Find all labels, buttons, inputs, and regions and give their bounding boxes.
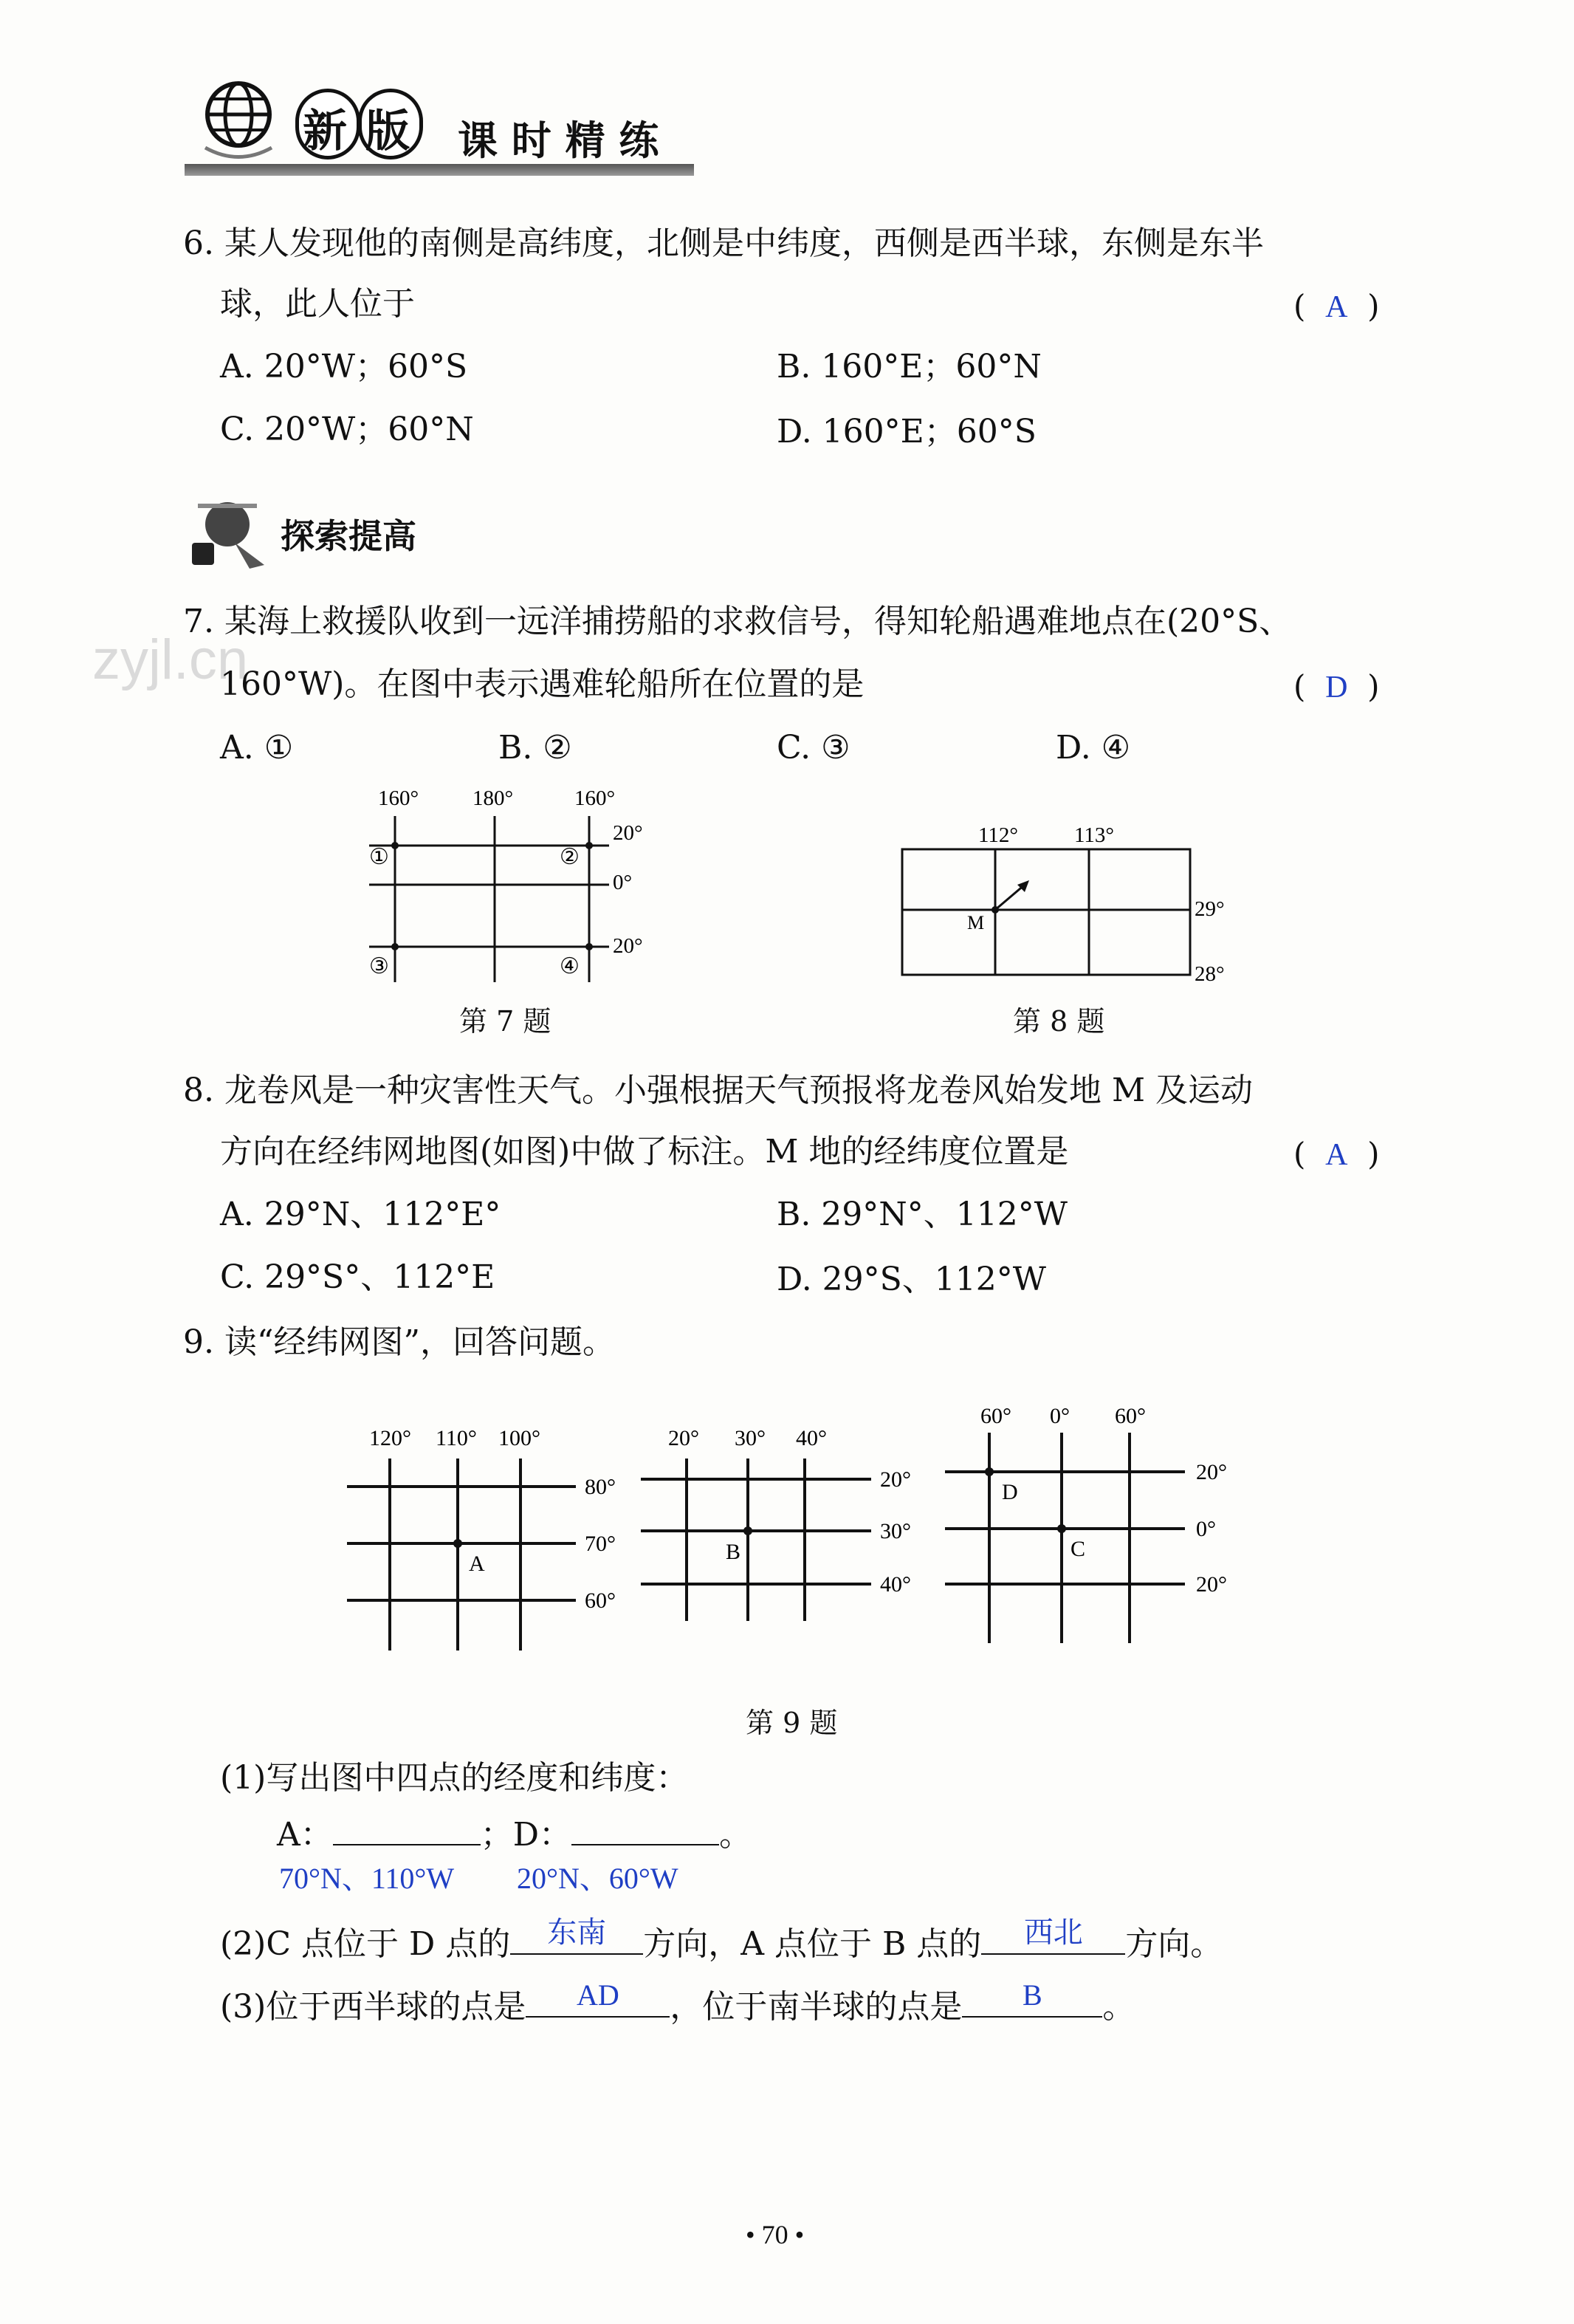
g1-lat-1: 80° <box>585 1475 616 1499</box>
q9-sub2-blank1[interactable] <box>510 1916 643 1955</box>
watermark: zyjl.cn <box>92 628 249 691</box>
q9-sub1-d-blank[interactable] <box>571 1814 719 1845</box>
q9-sub1-a-answer: 70°N、110°W <box>279 1862 455 1895</box>
page-number: • 70 • <box>746 2220 805 2249</box>
fig9-caption: 第 9 题 <box>746 1707 838 1739</box>
fig8-lat-1: 29° <box>1195 897 1225 921</box>
q7-option-b: B. ② <box>498 729 572 767</box>
q7-answer-paren: ( D ) <box>1293 668 1380 705</box>
g1-lon-1: 120° <box>369 1426 411 1450</box>
figure-8 <box>886 820 1255 990</box>
fig7-point-3: ③ <box>369 954 389 978</box>
q7-option-d: D. ④ <box>1056 729 1131 767</box>
fig7-lat-3: 20° <box>613 934 643 958</box>
g2-point-b: B <box>726 1540 741 1564</box>
q7-answer: D <box>1325 671 1348 705</box>
q6-line2: 球，此人位于 <box>220 285 415 323</box>
g3-lat-1: 20° <box>1196 1460 1227 1484</box>
explorer-icon <box>183 491 272 572</box>
q7-line2: 160°W)。在图中表示遇难轮船所在位置的是 <box>220 665 865 703</box>
g2-lon-3: 40° <box>796 1426 827 1450</box>
g3-lat-2: 0° <box>1196 1517 1216 1541</box>
q8-option-c: C. 29°S°、112°E <box>220 1258 495 1296</box>
q9-sub3-ans1: AD <box>576 1978 619 2012</box>
q7-option-a: A. ① <box>220 729 294 767</box>
q9-sub2-ans2: 西北 <box>1023 1916 1083 1949</box>
q9-sub2-p3: 方向。 <box>1125 1925 1223 1963</box>
fig7-lon-1: 160° <box>378 786 419 810</box>
fig7-point-1: ① <box>369 845 389 869</box>
q6-option-d: D. 160°E；60°S <box>777 413 1037 450</box>
q9-sub3-blank1[interactable] <box>526 1978 670 2018</box>
fig7-point-4: ④ <box>560 954 580 978</box>
g1-point-a: A <box>469 1552 485 1576</box>
q6-option-b: B. 160°E；60°N <box>777 348 1042 385</box>
fig8-lat-2: 28° <box>1195 962 1225 986</box>
figure-9 <box>340 1399 1270 1665</box>
q7-option-c: C. ③ <box>777 729 850 767</box>
g1-lat-2: 70° <box>585 1532 616 1556</box>
q9-sub2 <box>220 1916 1223 1967</box>
fig8-point-m: M <box>967 912 985 933</box>
q7-line1: 7. 某海上救援队收到一远洋捕捞船的求救信号，得知轮船遇难地点在(20°S、 <box>183 603 1292 640</box>
q8-line2: 方向在经纬网地图(如图)中做了标注。M 地的经纬度位置是 <box>220 1133 1069 1170</box>
g3-lat-3: 20° <box>1196 1572 1227 1597</box>
g2-lon-2: 30° <box>735 1426 766 1450</box>
header-char-1: 新 <box>303 106 347 157</box>
g2-lat-1: 20° <box>880 1467 911 1492</box>
q9-sub3-p1: (3)位于西半球的点是 <box>220 1988 526 2026</box>
q9-sub1-a-label: A： <box>277 1816 333 1854</box>
fig7-lat-2: 0° <box>613 871 633 894</box>
q9-sub3-p2: ，位于南半球的点是 <box>670 1988 963 2026</box>
q9-sub1-line <box>277 1813 752 1857</box>
g3-lon-3: 60° <box>1115 1404 1146 1428</box>
g1-lon-2: 110° <box>436 1426 477 1450</box>
g1-lon-3: 100° <box>498 1426 540 1450</box>
q9-sub2-ans1: 东南 <box>547 1916 607 1949</box>
g2-lon-1: 20° <box>668 1426 699 1450</box>
header <box>185 59 694 185</box>
q9-sub2-p2: 方向，A 点位于 B 点的 <box>643 1925 982 1963</box>
q8-option-d: D. 29°S、112°W <box>777 1261 1047 1298</box>
section-title: 探索提高 <box>281 516 416 556</box>
q6-answer: A <box>1325 290 1348 324</box>
q9-sub1-end: 。 <box>719 1816 752 1854</box>
header-subtitle: 课 时 精 练 <box>458 117 659 164</box>
fig7-lat-1: 20° <box>613 821 643 845</box>
fig7-point-2: ② <box>560 845 580 869</box>
g3-point-c: C <box>1070 1537 1086 1561</box>
g3-point-d: D <box>1002 1480 1018 1504</box>
q9-sub1-d-answer: 20°N、60°W <box>517 1862 678 1895</box>
fig8-lon-2: 113° <box>1074 823 1115 847</box>
g3-lon-1: 60° <box>980 1404 1011 1428</box>
figure-7 <box>354 783 694 990</box>
fig8-caption: 第 8 题 <box>1013 1005 1105 1038</box>
g3-lon-2: 0° <box>1050 1404 1070 1428</box>
q8-option-b: B. 29°N°、112°W <box>777 1196 1068 1233</box>
q9-sub2-p1: (2)C 点位于 D 点的 <box>220 1925 511 1963</box>
q8-option-a: A. 29°N、112°E° <box>220 1196 501 1233</box>
g2-lat-3: 40° <box>880 1572 911 1597</box>
q6-option-a: A. 20°W；60°S <box>220 348 468 385</box>
q8-answer-paren: ( A ) <box>1293 1136 1380 1172</box>
header-char-2: 版 <box>365 106 410 157</box>
q9-sub2-blank2[interactable] <box>981 1916 1125 1955</box>
globe-logo-icon <box>198 74 279 162</box>
q6-option-c: C. 20°W；60°N <box>220 411 474 448</box>
g2-lat-2: 30° <box>880 1519 911 1543</box>
fig7-lon-3: 160° <box>574 786 616 810</box>
q9-sub1-a-blank[interactable] <box>333 1814 481 1845</box>
fig7-caption: 第 7 题 <box>459 1005 551 1038</box>
q9-sub3 <box>220 1978 1135 2029</box>
q9-sub3-ans2: B <box>1022 1978 1042 2012</box>
q9-stem: 9. 读“经纬网图”，回答问题。 <box>183 1323 615 1361</box>
fig7-lon-2: 180° <box>472 786 514 810</box>
g1-lat-3: 60° <box>585 1588 616 1613</box>
q9-sub3-blank2[interactable] <box>962 1978 1102 2018</box>
q9-sub3-p3: 。 <box>1102 1988 1135 2026</box>
q8-answer: A <box>1325 1138 1348 1172</box>
q6-answer-paren: ( A ) <box>1293 288 1380 324</box>
fig8-lon-1: 112° <box>978 823 1019 847</box>
q9-sub1: (1)写出图中四点的经度和纬度： <box>220 1759 689 1797</box>
q6-line1: 6. 某人发现他的南侧是高纬度，北侧是中纬度，西侧是西半球，东侧是东半 <box>183 224 1264 262</box>
q8-line1: 8. 龙卷风是一种灾害性天气。小强根据天气预报将龙卷风始发地 M 及运动 <box>183 1072 1253 1109</box>
q9-sub1-d-label: ；D： <box>480 1816 572 1854</box>
